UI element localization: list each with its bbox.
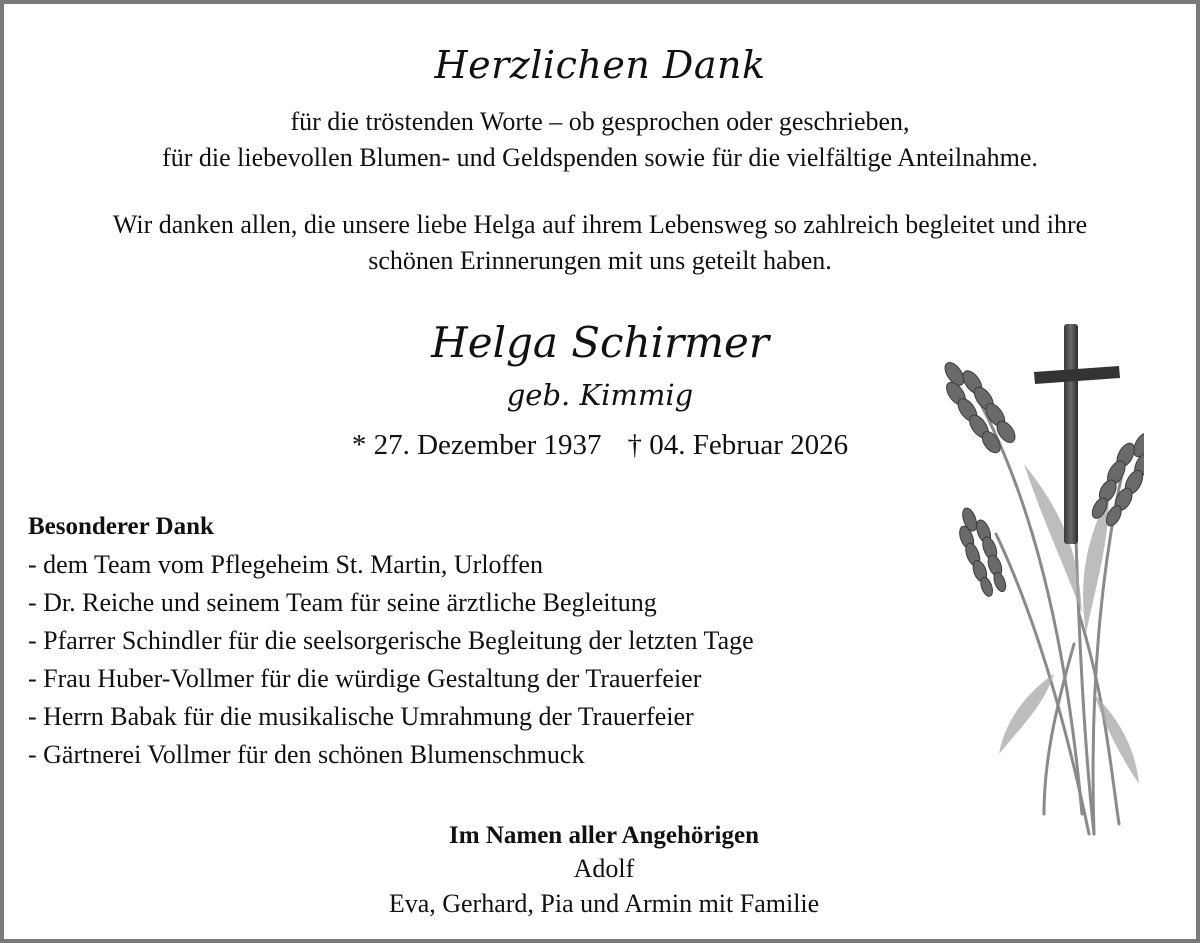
intro-line-2: für die liebevollen Blumen- und Geldspenden sowie für die vielfältige Anteilnahme. — [162, 143, 1038, 172]
thanks-item: - Gärtnerei Vollmer für den schönen Blumenschmuck — [28, 740, 585, 769]
signature-line-1: Adolf — [573, 854, 635, 883]
special-thanks-title: Besonderer Dank — [28, 513, 214, 540]
intro-line-1: für die tröstenden Worte – ob gesprochen oder geschrieben, — [290, 107, 910, 136]
message-line-1: Wir danken allen, die unsere liebe Helga auf ihrem Lebensweg so zahlreich begleitet und ihre — [112, 210, 1088, 239]
thanks-item: - Dr. Reiche und seinem Team für seine ärztliche Begleitung — [28, 588, 657, 617]
birth-date: * 27. Dezember 1937 — [351, 429, 602, 461]
thanks-item: - Herrn Babak für die musikalische Umrahmung der Trauerfeier — [28, 702, 694, 731]
maiden-name: geb. Kimmig — [506, 378, 694, 412]
heading: Herzlichen Dank — [434, 43, 766, 87]
thanks-item: - dem Team vom Pflegeheim St. Martin, Urloffen — [28, 550, 543, 579]
special-thanks — [28, 508, 908, 774]
deceased-name: Helga Schirmer — [431, 318, 769, 367]
message-line-2: schönen Erinnerungen mit uns geteilt haben. — [368, 246, 832, 275]
signature-title: Im Namen aller Angehörigen — [449, 822, 759, 849]
signature-line-2: Eva, Gerhard, Pia und Armin mit Familie — [388, 889, 820, 918]
thanks-item: - Frau Huber-Vollmer für die würdige Gestaltung der Trauerfeier — [28, 664, 702, 693]
thanks-item: - Pfarrer Schindler für die seelsorgerische Begleitung der letzten Tage — [28, 626, 754, 655]
cross-with-wheat-icon — [904, 314, 1144, 854]
death-date: † 04. Februar 2026 — [627, 429, 849, 461]
